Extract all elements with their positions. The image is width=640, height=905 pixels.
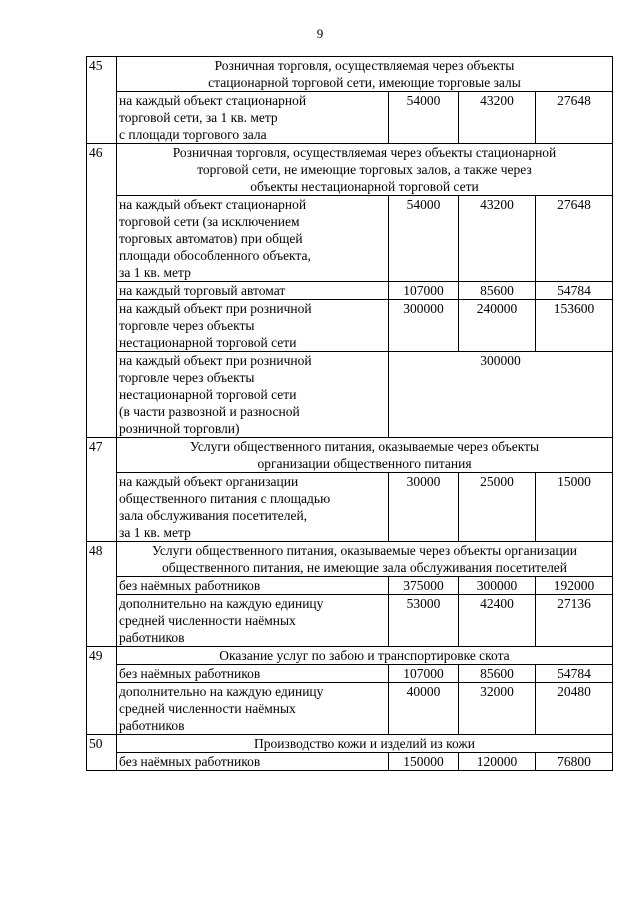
description-line: торговой сети (за исключением xyxy=(119,214,300,229)
heading-line: Производство кожи и изделий из кожи xyxy=(254,736,475,751)
description-line: дополнительно на каждую единицу xyxy=(119,684,324,699)
description-line: с площади торгового зала xyxy=(119,127,267,142)
section-heading xyxy=(117,144,613,196)
heading-line: Оказание услуг по забою и транспортировке скота xyxy=(219,648,510,663)
table-row xyxy=(87,753,613,771)
rate-value-1: 150000 xyxy=(389,753,459,771)
table-row xyxy=(87,683,613,735)
table-row xyxy=(87,92,613,144)
section-number: 49 xyxy=(87,647,117,735)
description-line: на каждый торговый автомат xyxy=(119,283,286,298)
heading-line: Услуги общественного питания, оказываемые через объекты xyxy=(189,439,540,454)
table-row xyxy=(87,595,613,647)
row-description xyxy=(117,665,389,683)
description-line: работников xyxy=(119,718,185,733)
heading-line: Розничная торговля, осуществляемая через объекты стационарной xyxy=(172,145,557,160)
heading-line: торговой сети, не имеющие торговых залов, а также через xyxy=(197,162,532,177)
row-description xyxy=(117,683,389,735)
description-line: без наёмных работников xyxy=(119,578,261,593)
table-row xyxy=(87,352,613,438)
rate-value-1: 40000 xyxy=(389,683,459,735)
row-description xyxy=(117,473,389,542)
rate-value-1: 107000 xyxy=(389,282,459,300)
description-line: средней численности наёмных xyxy=(119,701,296,716)
description-line: нестационарной торговой сети xyxy=(119,335,297,350)
rate-value-3: 27648 xyxy=(536,92,613,144)
description-line: на каждый объект стационарной xyxy=(119,93,307,108)
rate-value-2: 42400 xyxy=(459,595,536,647)
description-line: торговле через объекты xyxy=(119,370,255,385)
heading-line: общественного питания, не имеющие зала обслуживания посетителей xyxy=(161,560,568,575)
row-description xyxy=(117,300,389,352)
rate-value-3: 27648 xyxy=(536,196,613,282)
section-number: 48 xyxy=(87,542,117,647)
section-number: 46 xyxy=(87,144,117,438)
rate-value-3: 54784 xyxy=(536,665,613,683)
rate-value-2: 300000 xyxy=(459,577,536,595)
table-row xyxy=(87,473,613,542)
rate-value-1: 30000 xyxy=(389,473,459,542)
row-description xyxy=(117,92,389,144)
rate-value-2: 43200 xyxy=(459,196,536,282)
description-line: без наёмных работников xyxy=(119,754,261,769)
section-heading xyxy=(117,735,613,753)
description-line: торговых автоматов) при общей xyxy=(119,231,303,246)
heading-line: объекты нестационарной торговой сети xyxy=(250,179,479,194)
rate-value-3: 192000 xyxy=(536,577,613,595)
rate-value-2: 25000 xyxy=(459,473,536,542)
description-line: на каждый объект при розничной xyxy=(119,353,312,368)
section-heading-row xyxy=(87,735,613,753)
section-number: 50 xyxy=(87,735,117,771)
table-row xyxy=(87,300,613,352)
description-line: площади обособленного объекта, xyxy=(119,248,311,263)
rate-value-2: 240000 xyxy=(459,300,536,352)
section-heading-row xyxy=(87,144,613,196)
rate-value-3: 76800 xyxy=(536,753,613,771)
description-line: нестационарной торговой сети xyxy=(119,387,297,402)
rate-value-1: 107000 xyxy=(389,665,459,683)
section-number: 45 xyxy=(87,57,117,144)
page-number: 9 xyxy=(316,26,324,41)
description-line: работников xyxy=(119,630,185,645)
heading-line: стационарной торговой сети, имеющие торговые залы xyxy=(208,75,521,90)
rate-value-2: 120000 xyxy=(459,753,536,771)
section-heading-row xyxy=(87,542,613,577)
rate-value-1: 53000 xyxy=(389,595,459,647)
rate-value-1: 375000 xyxy=(389,577,459,595)
section-heading xyxy=(117,438,613,473)
section-heading-row xyxy=(87,438,613,473)
rate-value-2: 85600 xyxy=(459,282,536,300)
section-heading xyxy=(117,647,613,665)
section-heading-row xyxy=(87,57,613,92)
rate-value-1: 54000 xyxy=(389,196,459,282)
section-heading-row xyxy=(87,647,613,665)
rate-value-1: 300000 xyxy=(389,300,459,352)
rate-value-3: 20480 xyxy=(536,683,613,735)
heading-line: Услуги общественного питания, оказываемые через объекты организации xyxy=(151,543,578,558)
section-number: 47 xyxy=(87,438,117,542)
table-row xyxy=(87,196,613,282)
row-description xyxy=(117,577,389,595)
description-line: средней численности наёмных xyxy=(119,613,296,628)
description-line: на каждый объект стационарной xyxy=(119,197,307,212)
description-line: розничной торговли) xyxy=(119,421,240,436)
heading-line: организации общественного питания xyxy=(257,456,472,471)
table-row xyxy=(87,282,613,300)
description-line: на каждый объект организации xyxy=(119,474,299,489)
row-description xyxy=(117,196,389,282)
section-heading xyxy=(117,57,613,92)
description-line: зала обслуживания посетителей, xyxy=(119,508,308,523)
description-line: за 1 кв. метр xyxy=(119,525,191,540)
rate-value-2: 32000 xyxy=(459,683,536,735)
heading-line: Розничная торговля, осуществляемая через объекты xyxy=(214,58,515,73)
table-row xyxy=(87,577,613,595)
rate-value-1: 54000 xyxy=(389,92,459,144)
tariff-table xyxy=(86,56,613,771)
row-description xyxy=(117,595,389,647)
row-description xyxy=(117,282,389,300)
rate-value-3: 27136 xyxy=(536,595,613,647)
description-line: торговой сети, за 1 кв. метр xyxy=(119,110,278,125)
row-description xyxy=(117,753,389,771)
section-heading xyxy=(117,542,613,577)
rate-value-3: 15000 xyxy=(536,473,613,542)
rate-value-2: 85600 xyxy=(459,665,536,683)
rate-value-3: 54784 xyxy=(536,282,613,300)
row-description xyxy=(117,352,389,438)
rate-value-2: 43200 xyxy=(459,92,536,144)
rate-value-single: 300000 xyxy=(389,352,613,438)
description-line: без наёмных работников xyxy=(119,666,261,681)
description-line: (в части развозной и разносной xyxy=(119,404,300,419)
description-line: на каждый объект при розничной xyxy=(119,301,312,316)
description-line: за 1 кв. метр xyxy=(119,265,191,280)
description-line: дополнительно на каждую единицу xyxy=(119,596,324,611)
description-line: торговле через объекты xyxy=(119,318,255,333)
rate-value-3: 153600 xyxy=(536,300,613,352)
description-line: общественного питания с площадью xyxy=(119,491,331,506)
table-row xyxy=(87,665,613,683)
